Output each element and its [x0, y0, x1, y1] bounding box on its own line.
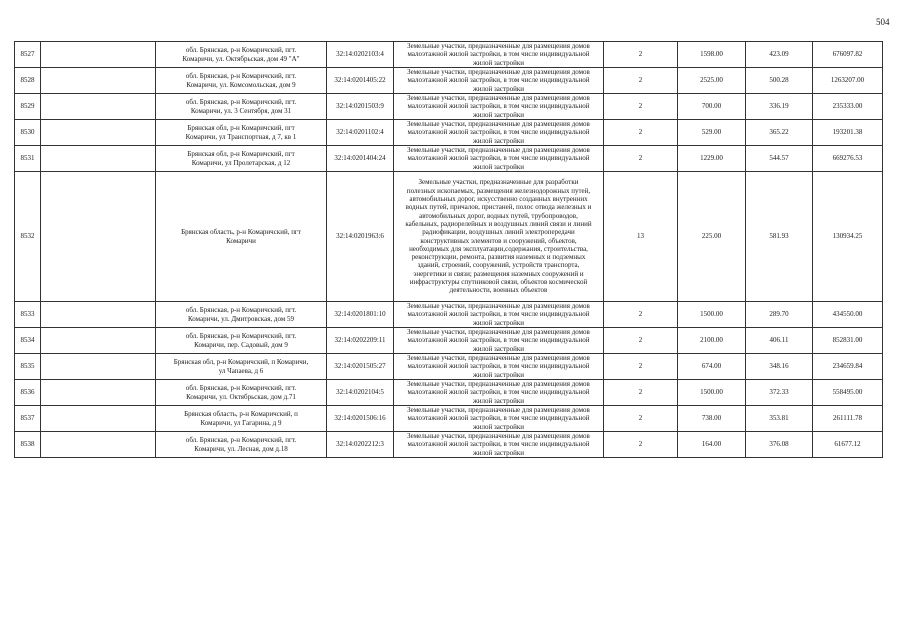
address-cell	[156, 120, 327, 146]
land-use-cell	[394, 42, 604, 68]
blank-cell	[41, 328, 156, 354]
page-number: 504	[876, 17, 890, 27]
blank-cell	[41, 146, 156, 172]
area-cell: 529.00	[678, 120, 746, 146]
land-use-cell-line: Земельные участки, предназначенные для разработки	[418, 178, 579, 187]
address-cell-line: Брянская обл, р-н Комаричский, пгт	[187, 124, 295, 133]
land-use-cell-line: зданий, строений, сооружений, устройств транспорта,	[417, 261, 580, 270]
group-cell: 13	[604, 172, 678, 302]
land-use-cell	[394, 94, 604, 120]
row-number-cell: 8530	[15, 120, 41, 146]
area-cell: 225.00	[678, 172, 746, 302]
cadastral-number-cell: 32:14:0202104:5	[327, 380, 394, 406]
address-cell-line: обл. Брянская, р-н Комаричский, пгт.	[185, 306, 297, 315]
land-use-cell	[394, 328, 604, 354]
blank-cell	[41, 120, 156, 146]
blank-cell	[41, 354, 156, 380]
cadastral-number-cell: 32:14:0201963:6	[327, 172, 394, 302]
land-use-cell-line: Земельные участки, предназначенные для размещения домов	[407, 94, 590, 103]
area-cell: 1598.00	[678, 42, 746, 68]
specific-value-cell: 500.28	[746, 68, 813, 94]
land-use-cell-line: малоэтажной жилой застройки, в том числе индивидуальной	[407, 414, 590, 423]
cadastral-value-cell: 130934.25	[813, 172, 883, 302]
land-use-cell-line: малоэтажной жилой застройки, в том числе индивидуальной	[407, 76, 590, 85]
specific-value-cell: 348.16	[746, 354, 813, 380]
land-use-cell	[394, 432, 604, 458]
cadastral-number-cell: 32:14:0201505:27	[327, 354, 394, 380]
land-use-cell-line: жилой застройки	[472, 396, 525, 405]
specific-value-cell: 581.93	[746, 172, 813, 302]
cadastral-value-cell: 1263207.00	[813, 68, 883, 94]
address-cell-line: Комаричи, ул Пролетарская, д 12	[191, 158, 291, 167]
row-number-cell: 8534	[15, 328, 41, 354]
land-use-cell-line: малоэтажной жилой застройки, в том числе индивидуальной	[407, 440, 590, 449]
row-number-cell: 8535	[15, 354, 41, 380]
land-use-cell-line: жилой застройки	[472, 58, 525, 67]
address-cell-line: Комаричи, ул. Октябрьская, дом д.71	[186, 392, 296, 401]
table-row	[15, 146, 883, 172]
row-number-cell: 8533	[15, 302, 41, 328]
land-use-cell	[394, 354, 604, 380]
land-use-cell-line: Земельные участки, предназначенные для размещения домов	[407, 432, 590, 441]
land-use-cell-line: малоэтажной жилой застройки, в том числе индивидуальной	[407, 336, 590, 345]
row-number-cell: 8532	[15, 172, 41, 302]
group-cell: 2	[604, 328, 678, 354]
address-cell-line: Комаричи, ул. Комсомольская, дом 9	[186, 80, 296, 89]
land-use-cell-line: деятельности, военных объектов	[449, 286, 548, 295]
land-use-cell-line: Земельные участки, предназначенные для размещения домов	[407, 354, 590, 363]
group-cell: 2	[604, 42, 678, 68]
land-use-cell	[394, 172, 604, 302]
blank-cell	[41, 94, 156, 120]
cadastral-value-cell: 235333.00	[813, 94, 883, 120]
address-cell	[156, 42, 327, 68]
land-use-cell-line: малоэтажной жилой застройки, в том числе индивидуальной	[407, 310, 590, 319]
area-cell: 2525.00	[678, 68, 746, 94]
cadastral-value-cell: 261111.78	[813, 406, 883, 432]
table-row	[15, 432, 883, 458]
land-use-cell-line: водных путей, причалов, пристаней, полос отвода железных и	[405, 203, 592, 212]
address-cell	[156, 380, 327, 406]
area-cell: 164.00	[678, 432, 746, 458]
land-use-cell-line: малоэтажной жилой застройки, в том числе индивидуальной	[407, 102, 590, 111]
group-cell: 2	[604, 354, 678, 380]
land-use-cell-line: реконструкции, ремонта, развития наземных и подземных	[411, 253, 586, 262]
land-use-cell-line: малоэтажной жилой застройки, в том числе индивидуальной	[407, 362, 590, 371]
specific-value-cell: 544.57	[746, 146, 813, 172]
cadastral-number-cell: 32:14:0201506:16	[327, 406, 394, 432]
cadastral-value-table	[14, 41, 883, 458]
land-use-cell	[394, 302, 604, 328]
land-use-cell-line: кабельных, радиорелейных и воздушных линий связи и линий	[405, 219, 592, 228]
land-use-cell-line: полезных ископаемых, размещения железнодорожных путей,	[406, 186, 591, 195]
land-use-cell-line: жилой застройки	[472, 344, 525, 353]
land-use-cell-line: Земельные участки, предназначенные для размещения домов	[407, 146, 590, 155]
group-cell: 2	[604, 94, 678, 120]
address-cell-line: Брянская обл, р-н Комаричский, пгт	[187, 150, 295, 159]
group-cell: 2	[604, 146, 678, 172]
specific-value-cell: 289.70	[746, 302, 813, 328]
table-row	[15, 380, 883, 406]
address-cell-line: обл. Брянская, р-н Комаричский, пгт.	[185, 332, 297, 341]
row-number-cell: 8528	[15, 68, 41, 94]
specific-value-cell: 406.11	[746, 328, 813, 354]
specific-value-cell: 372.33	[746, 380, 813, 406]
land-use-cell-line: необходимых для эксплуатации,содержания, строительства,	[409, 244, 588, 253]
cadastral-value-cell: 234659.84	[813, 354, 883, 380]
address-cell	[156, 354, 327, 380]
address-cell-line: Брянская обл, р-н Комаричский, п Комаричи,	[173, 358, 309, 367]
cadastral-value-cell: 676097.82	[813, 42, 883, 68]
address-cell-line: Комаричи	[226, 236, 256, 245]
address-cell-line: Комаричи, ул. Дмитровская, дом 59	[187, 314, 295, 323]
specific-value-cell: 353.81	[746, 406, 813, 432]
table-row	[15, 120, 883, 146]
address-cell	[156, 302, 327, 328]
specific-value-cell: 365.22	[746, 120, 813, 146]
land-use-cell-line: жилой застройки	[472, 162, 525, 171]
address-cell	[156, 68, 327, 94]
specific-value-cell: 423.09	[746, 42, 813, 68]
cadastral-value-cell: 193201.38	[813, 120, 883, 146]
row-number-cell: 8527	[15, 42, 41, 68]
area-cell: 674.00	[678, 354, 746, 380]
table-row	[15, 42, 883, 68]
group-cell: 2	[604, 380, 678, 406]
address-cell-line: Комаричи, ул Гагарина, д 9	[200, 418, 282, 427]
land-use-cell-line: Земельные участки, предназначенные для размещения домов	[407, 328, 590, 337]
land-use-cell-line: малоэтажной жилой застройки, в том числе индивидуальной	[407, 50, 590, 59]
address-cell-line: обл. Брянская, р-н Комаричский, пгт.	[185, 72, 297, 81]
blank-cell	[41, 406, 156, 432]
address-cell	[156, 146, 327, 172]
cadastral-value-cell: 852831.00	[813, 328, 883, 354]
address-cell	[156, 328, 327, 354]
table-row	[15, 94, 883, 120]
land-use-cell-line: жилой застройки	[472, 422, 525, 431]
address-cell	[156, 432, 327, 458]
cadastral-number-cell: 32:14:0202212:3	[327, 432, 394, 458]
land-use-cell-line: конструктивных элементов и сооружений, объектов,	[420, 236, 577, 245]
cadastral-number-cell: 32:14:0202103:4	[327, 42, 394, 68]
land-use-cell	[394, 146, 604, 172]
address-cell-line: обл. Брянская, р-н Комаричский, пгт.	[185, 384, 297, 393]
address-cell	[156, 172, 327, 302]
address-cell-line: обл. Брянская, р-н Комаричский, пгт.	[185, 98, 297, 107]
table-row	[15, 302, 883, 328]
land-use-cell-line: энергетики и связи; размещения наземных сооружений и	[413, 269, 584, 278]
address-cell	[156, 406, 327, 432]
table-row	[15, 354, 883, 380]
address-cell-line: Комаричи, пер. Садовый, дом 9	[194, 340, 288, 349]
group-cell: 2	[604, 120, 678, 146]
cadastral-value-cell: 61677.12	[813, 432, 883, 458]
land-use-cell	[394, 380, 604, 406]
cadastral-number-cell: 32:14:0202209:11	[327, 328, 394, 354]
blank-cell	[41, 42, 156, 68]
blank-cell	[41, 302, 156, 328]
address-cell-line: Комаричи, ул Транспортная, д 7, кв 1	[185, 132, 297, 141]
table-row	[15, 172, 883, 302]
land-use-cell-line: автомобильных дорог, искусственно созданных внутренних	[409, 195, 588, 204]
address-cell-line: Брянская область, р-н Комаричский, п	[184, 410, 298, 419]
land-use-cell-line: Земельные участки, предназначенные для размещения домов	[407, 406, 590, 415]
group-cell: 2	[604, 432, 678, 458]
land-use-cell	[394, 406, 604, 432]
land-use-cell-line: жилой застройки	[472, 136, 525, 145]
land-use-cell-line: жилой застройки	[472, 318, 525, 327]
cadastral-value-cell: 669276.53	[813, 146, 883, 172]
row-number-cell: 8536	[15, 380, 41, 406]
area-cell: 1500.00	[678, 380, 746, 406]
row-number-cell: 8531	[15, 146, 41, 172]
land-use-cell-line: малоэтажной жилой застройки, в том числе индивидуальной	[407, 154, 590, 163]
blank-cell	[41, 68, 156, 94]
specific-value-cell: 376.08	[746, 432, 813, 458]
land-use-cell-line: жилой застройки	[472, 84, 525, 93]
address-cell-line: обл. Брянская, р-н Комаричский, пгт.	[185, 436, 297, 445]
table-row	[15, 328, 883, 354]
cadastral-number-cell: 32:14:0201404:24	[327, 146, 394, 172]
land-use-cell-line: Земельные участки, предназначенные для размещения домов	[407, 380, 590, 389]
land-use-cell-line: жилой застройки	[472, 448, 525, 457]
land-use-cell	[394, 68, 604, 94]
address-cell-line: обл. Брянская, р-н Комаричский, пгт.	[185, 46, 297, 55]
address-cell-line: Комаричи, ул. Октябрьская, дом 49 "А"	[182, 54, 300, 63]
land-use-cell-line: жилой застройки	[472, 110, 525, 119]
land-use-cell-line: автомобильных дорог, водных путей, трубопроводов,	[419, 211, 578, 220]
area-cell: 2100.00	[678, 328, 746, 354]
land-use-cell-line: радиофикации, воздушных линий электропередачи	[422, 228, 575, 237]
row-number-cell: 8529	[15, 94, 41, 120]
area-cell: 738.00	[678, 406, 746, 432]
blank-cell	[41, 432, 156, 458]
blank-cell	[41, 380, 156, 406]
table-row	[15, 68, 883, 94]
cadastral-value-cell: 558495.00	[813, 380, 883, 406]
cadastral-number-cell: 32:14:0201503:9	[327, 94, 394, 120]
address-cell-line: Комаричи, ул. 3 Сентября, дом 31	[190, 106, 292, 115]
specific-value-cell: 336.19	[746, 94, 813, 120]
land-use-cell	[394, 120, 604, 146]
address-cell-line: Брянская область, р-н Комаричский, пгт	[181, 228, 301, 237]
address-cell	[156, 94, 327, 120]
land-use-cell-line: инфраструктуры спутниковой связи, объектов космической	[409, 277, 588, 286]
row-number-cell: 8538	[15, 432, 41, 458]
group-cell: 2	[604, 406, 678, 432]
group-cell: 2	[604, 68, 678, 94]
table-body	[15, 42, 883, 458]
land-use-cell-line: Земельные участки, предназначенные для размещения домов	[407, 42, 590, 51]
blank-cell	[41, 172, 156, 302]
land-use-cell-line: Земельные участки, предназначенные для размещения домов	[407, 120, 590, 129]
cadastral-number-cell: 32:14:0201405:22	[327, 68, 394, 94]
land-use-cell-line: малоэтажной жилой застройки, в том числе индивидуальной	[407, 388, 590, 397]
land-use-cell-line: жилой застройки	[472, 370, 525, 379]
address-cell-line: ул Чапаева, д 6	[218, 366, 264, 375]
land-use-cell-line: Земельные участки, предназначенные для размещения домов	[407, 68, 590, 77]
land-use-cell-line: Земельные участки, предназначенные для размещения домов	[407, 302, 590, 311]
cadastral-number-cell: 32:14:0201102:4	[327, 120, 394, 146]
group-cell: 2	[604, 302, 678, 328]
row-number-cell: 8537	[15, 406, 41, 432]
table-row	[15, 406, 883, 432]
address-cell-line: Комаричи, ул. Лесная, дом д.18	[194, 444, 288, 453]
area-cell: 700.00	[678, 94, 746, 120]
land-use-cell-line: малоэтажной жилой застройки, в том числе индивидуальной	[407, 128, 590, 137]
area-cell: 1500.00	[678, 302, 746, 328]
cadastral-value-cell: 434550.00	[813, 302, 883, 328]
cadastral-number-cell: 32:14:0201801:10	[327, 302, 394, 328]
area-cell: 1229.00	[678, 146, 746, 172]
